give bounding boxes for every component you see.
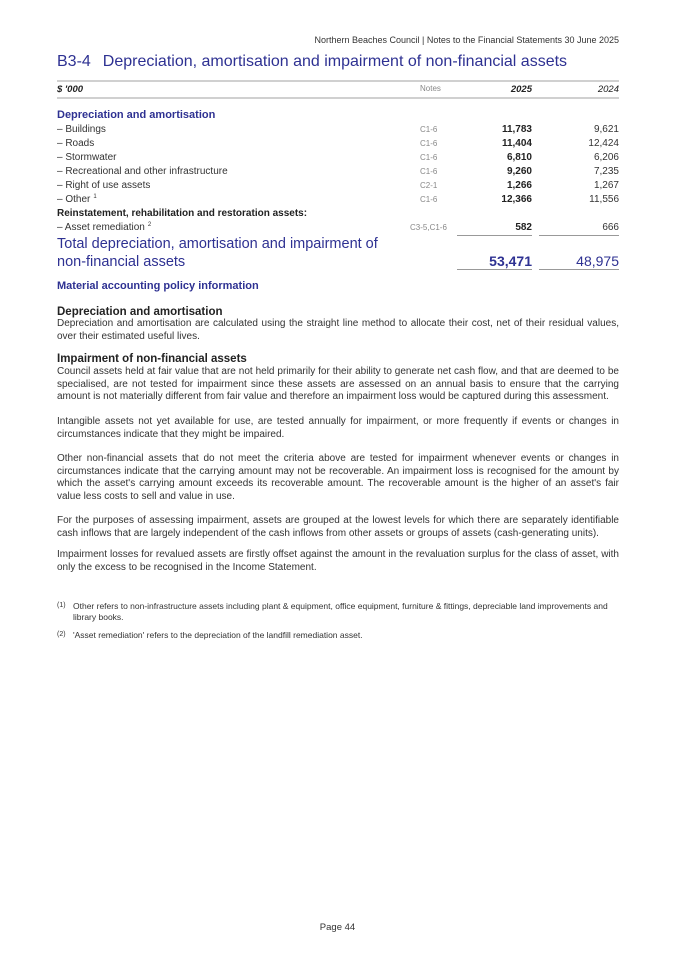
total-label-line1: Total depreciation, amortisation and impairment of <box>57 236 378 252</box>
row-value-2025: 9,260 <box>506 166 532 177</box>
notes-header: Notes <box>420 84 441 93</box>
row-value-2025: 6,810 <box>506 152 532 163</box>
footnote-1 <box>57 601 619 623</box>
section-title-text: Depreciation, amortisation and impairment of non-financial assets <box>102 53 568 70</box>
table-row <box>57 180 619 194</box>
subtotal-rule-2025 <box>457 235 532 236</box>
footnote-2 <box>57 630 619 641</box>
total-value-2025: 53,471 <box>489 253 532 269</box>
year-2024-header: 2024 <box>597 84 619 95</box>
table-row <box>57 152 619 166</box>
footnote-ref[interactable]: 1 <box>93 194 97 200</box>
row-value-2025: 11,404 <box>501 138 532 149</box>
group-title-depreciation: Depreciation and amortisation <box>57 109 216 121</box>
unit-header: $ '000 <box>57 84 84 95</box>
row-note: C3-5,C1-6 <box>410 223 447 232</box>
footnote-mark: (1) <box>57 602 66 609</box>
row-label: – Asset remediation $^2$ <box>57 222 152 233</box>
row-note: C2-1 <box>420 181 438 190</box>
subtotal-rule-2024 <box>539 235 619 236</box>
impairment-paragraph: Other non-financial assets that do not meet the criteria above are tested for impairment whenever events or changes in circumstances indicate that the carrying amount may not be recoverable. An impairment loss is recognised for the amount by which the asset's carrying amount exceeds its recoverable amount. The recoverable amount is the higher of an asset's fair value less costs to sell and value in use. <box>57 453 619 502</box>
table-row <box>57 138 619 152</box>
row-note: C1-6 <box>420 167 438 176</box>
impairment-paragraph: Intangible assets not yet available for use, are tested annually for impairment, or more frequently if events or changes in circumstances indicate that they might be impaired. <box>57 416 619 440</box>
total-label-line2: non-financial assets <box>57 254 186 270</box>
page-number: Page 44 <box>319 922 356 933</box>
row-value-2025: 582 <box>515 222 532 233</box>
impairment-heading: Impairment of non-financial assets <box>57 353 247 365</box>
table-row <box>57 124 619 138</box>
total-label <box>57 235 378 271</box>
section-number: B3-4 <box>57 53 91 70</box>
row-note: C1-6 <box>420 153 438 162</box>
row-value-2024: 12,424 <box>588 138 619 149</box>
row-value-2024: 11,556 <box>589 194 619 205</box>
row-label: – Other $^1$ <box>57 194 97 205</box>
impairment-paragraph: Council assets held at fair value that are not held primarily for their ability to generate net cash flow, and that are deemed to be specialised, are not tested for impairment since these assets are assessed on an annual basis to ensure that the carrying amount is not materially different from fair value and therefore an impairment loss would be captured during this assessment. <box>57 366 619 402</box>
running-header: Northern Beaches Council | Notes to the Financial Statements 30 June 2025 <box>314 35 619 45</box>
row-note: C1-6 <box>420 125 438 134</box>
row-value-2024: 9,621 <box>593 124 619 135</box>
table-row <box>57 194 619 208</box>
subgroup-title-text: Reinstatement, rehabilitation and restoration assets: <box>57 208 308 219</box>
table-row <box>57 166 619 180</box>
row-value-2025: 1,266 <box>506 180 532 191</box>
row-label: – Roads <box>57 138 95 149</box>
row-value-2024: 666 <box>602 222 619 233</box>
row-value-2024: 7,235 <box>593 166 619 177</box>
impairment-paragraph: For the purposes of assessing impairment, assets are grouped at the lowest levels for which there are separately identifiable cash inflows that are largely independent of the cash inflows from other assets or groups of assets (cash-generating units). <box>57 515 619 539</box>
footnote-text: 'Asset remediation' refers to the depreciation of the landfill remediation asset. <box>73 630 363 640</box>
year-2025-header: 2025 <box>510 84 532 95</box>
total-value-2024: 48,975 <box>576 253 619 269</box>
row-value-2024: 6,206 <box>593 152 619 163</box>
row-note: C1-6 <box>420 195 438 204</box>
row-note: C1-6 <box>420 139 438 148</box>
row-value-2025: 12,366 <box>501 194 532 205</box>
depreciation-paragraph: Depreciation and amortisation are calculated using the straight line method to allocate their cost, net of their residual values, over their estimated useful lives. <box>57 318 619 342</box>
section-title <box>57 53 567 71</box>
row-label: – Right of use assets <box>57 180 151 191</box>
footnote-mark: (2) <box>57 631 66 638</box>
total-rule-2024 <box>539 269 619 270</box>
policy-title: Material accounting policy information <box>57 280 259 292</box>
depreciation-heading: Depreciation and amortisation <box>57 306 223 318</box>
total-rule-2025 <box>457 269 532 270</box>
subgroup-title <box>57 208 619 222</box>
footnote-text: Other refers to non-infrastructure assets including plant & equipment, office equipment, furniture & fittings, depreciable land improvements and library books. <box>73 601 608 622</box>
impairment-paragraph: Impairment losses for revalued assets are firstly offset against the amount in the revaluation surplus for the class of asset, with only the excess to be recognised in the Income Statement. <box>57 549 619 573</box>
table-header-rule <box>57 97 619 99</box>
row-label: – Recreational and other infrastructure <box>57 166 228 177</box>
row-value-2025: 11,783 <box>501 124 532 135</box>
table-top-rule <box>57 80 619 82</box>
row-label: – Stormwater <box>57 152 117 163</box>
table-header <box>57 84 619 96</box>
footnote-ref[interactable]: 2 <box>147 222 152 228</box>
row-label: – Buildings <box>57 124 106 135</box>
table-row <box>57 222 619 236</box>
row-value-2024: 1,267 <box>593 180 619 191</box>
